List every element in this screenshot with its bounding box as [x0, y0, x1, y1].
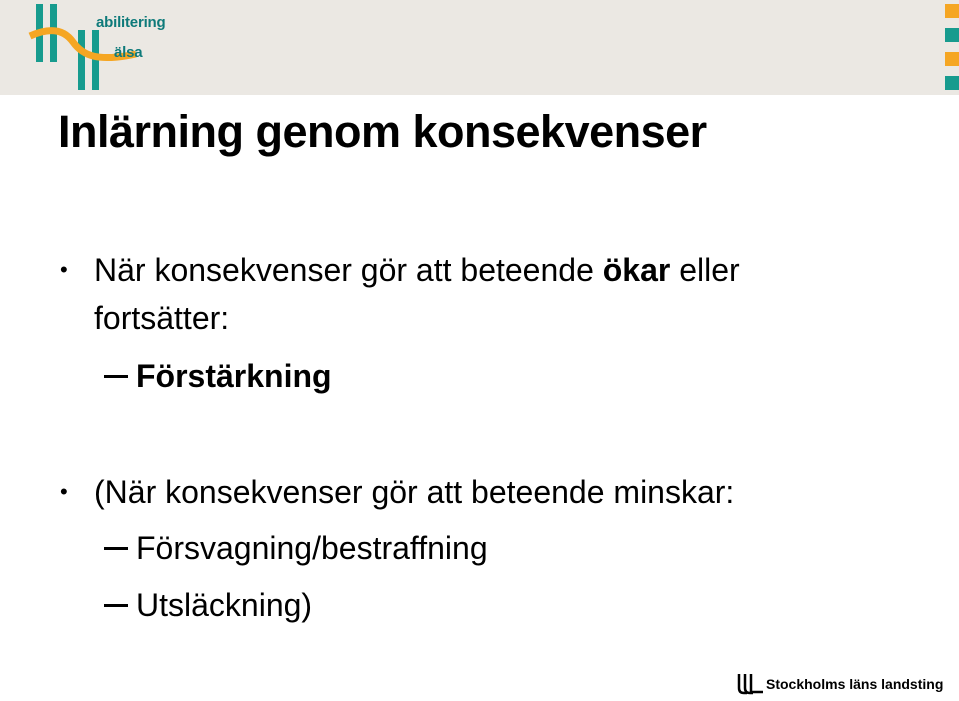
- bullet-dot-icon: •: [60, 257, 68, 282]
- bullet2-sub1: Försvagning/bestraffning: [136, 530, 488, 566]
- dash-icon: [104, 375, 128, 378]
- bullet2-sub2: Utsläckning): [136, 587, 313, 623]
- dash-icon: [104, 604, 128, 607]
- bullet1-line1-pre: När konsekvenser gör att beteende: [94, 252, 603, 288]
- bullet1-line1: [94, 250, 740, 290]
- sll-footer-logo: [736, 672, 946, 698]
- bullet1-line1-post: eller: [670, 252, 740, 288]
- bullet2-line1: (När konsekvenser gör att beteende minskar:: [94, 474, 735, 510]
- dash-icon: [104, 547, 128, 550]
- sll-mark-icon: [736, 672, 764, 696]
- bullet1-sub: Förstärkning: [136, 358, 332, 394]
- logo-word-habilitering: abilitering: [96, 14, 166, 31]
- bullet-dot-icon: •: [60, 479, 68, 504]
- bullet1-line1-bold: ökar: [602, 252, 671, 288]
- slide-title: Inlärning genom konsekvenser: [58, 106, 707, 157]
- footer-org-name: Stockholms läns landsting: [766, 676, 944, 692]
- bullet1-line2: fortsätter:: [94, 300, 230, 336]
- logo-word-halsa: älsa: [114, 44, 143, 61]
